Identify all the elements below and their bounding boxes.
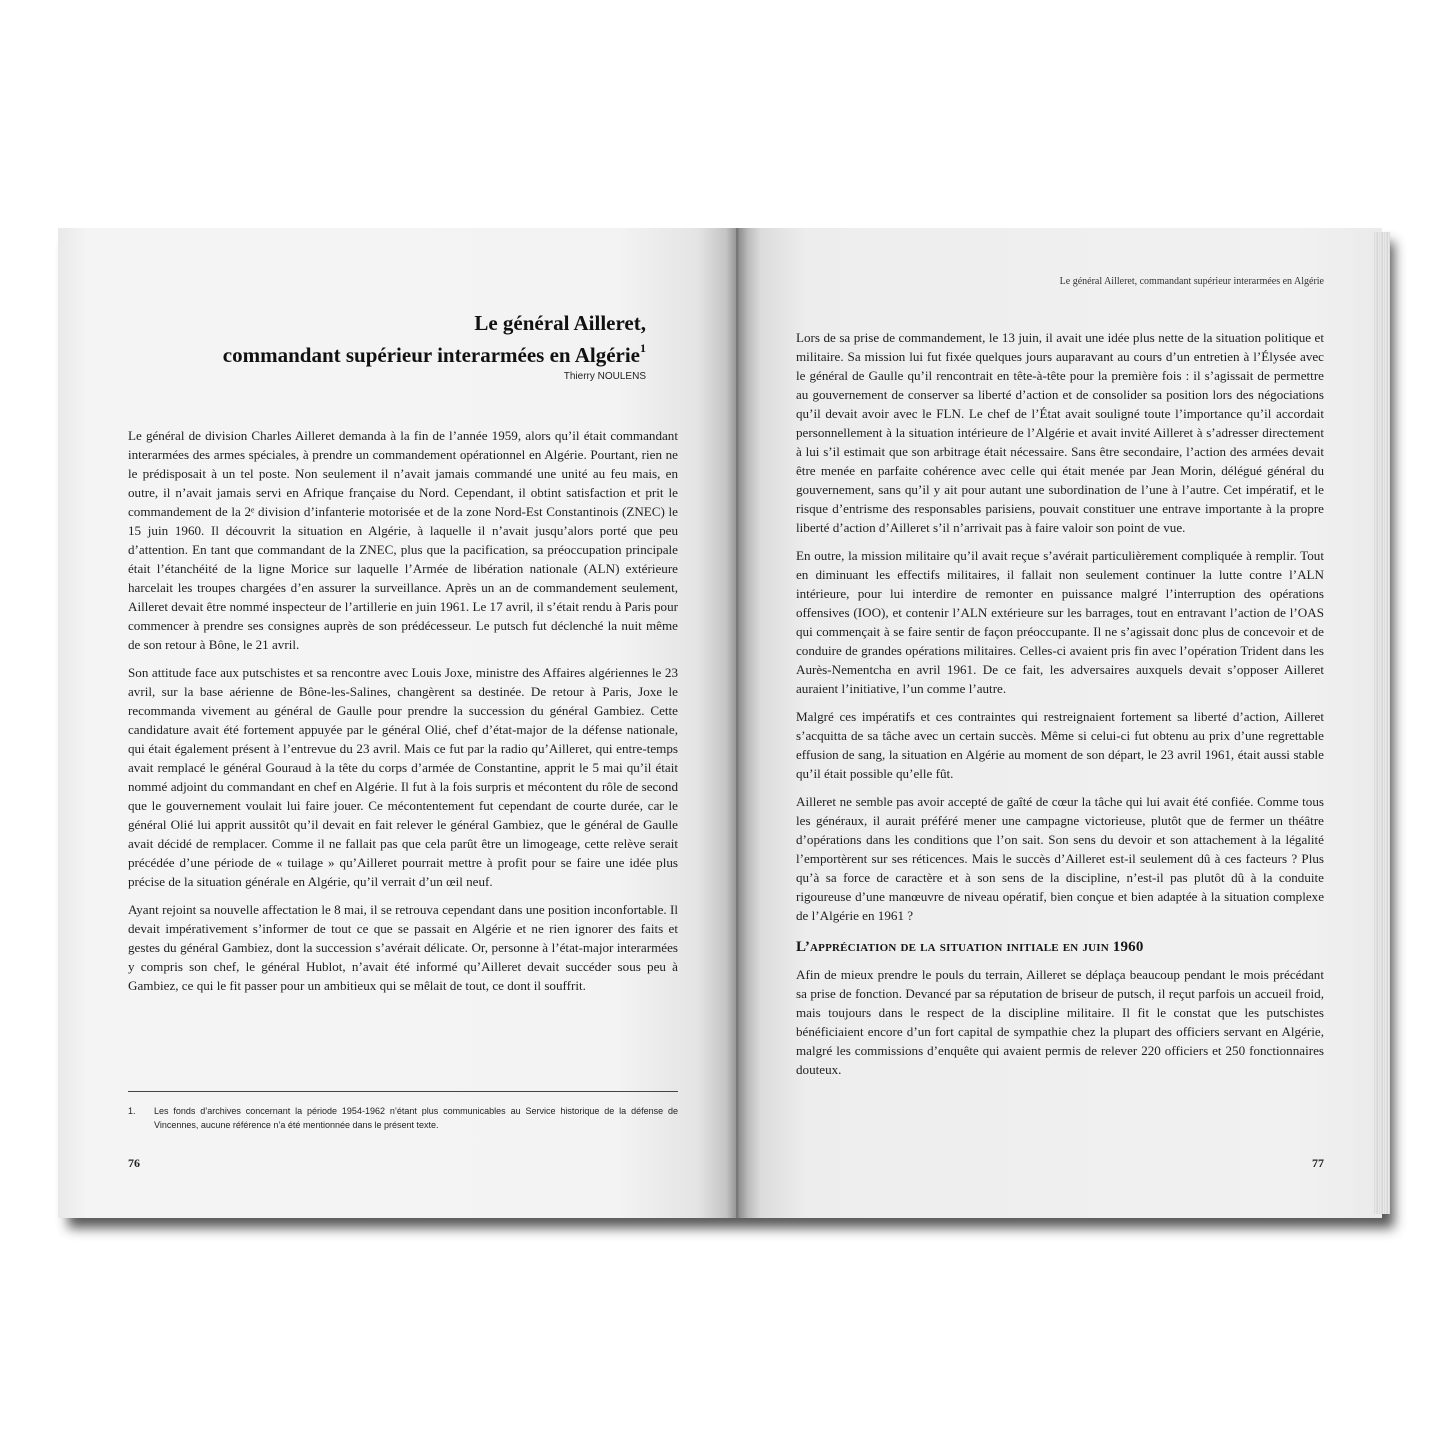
footnote — [128, 1104, 678, 1132]
paragraph: Malgré ces impératifs et ces contraintes qui restreignaient fortement sa liberté d’action, Ailleret s’acquitta de sa tâche avec un certain succès. Même si celui-ci fut obtenu au prix d’une regrettable effusion de sang, la situation en Algérie au moment de son départ, le 23 avril 1961, était aussi stable qu’il était possible qu’elle fût. — [796, 709, 1324, 781]
paragraph: Le général de division Charles Ailleret demanda à la fin de l’année 1959, alors qu’il était commandant interarmées des armes spéciales, à prendre un commandement opérationnel en Algérie. Pourtant, rien ne le prédisposait à un tel poste. Non seulement il n’avait jamais commandé une unité au feu mais, en outre, il n’avait jamais servi en Afrique française du Nord. Cependant, il obtint satisfaction et prit le commandement de la 2ᵉ division d’infanterie motorisée et de la zone Nord-Est Constantinois (ZNEC) le 15 juin 1960. Il découvrit la situation en Algérie, à laquelle il n’avait jusqu’alors porté que peu d’attention. En tant que commandant de la ZNEC, plus que la pacification, sa préoccupation principale était l’étanchéité de la ligne Morice sur laquelle l’Armée de libération nationale (ALN) extérieure harcelait les troupes chargées d’en assurer la surveillance. Après un an de commandement seulement, Ailleret devait être nommé inspecteur de l’artillerie en juin 1961. Le 17 avril, il s’était rendu à Paris pour commencer à prendre ses consignes auprès de son prédécesseur. Le putsch fut déclenché la nuit même de son retour à Bône, le 21 avril. — [128, 428, 678, 652]
footnote-divider — [128, 1091, 678, 1092]
author-name: Thierry NOULENS — [563, 371, 646, 382]
page-number-right: 77 — [1312, 1156, 1324, 1170]
chapter-title — [128, 310, 646, 369]
chapter-title-line-2-wrap — [128, 337, 646, 369]
page-number-left: 76 — [128, 1156, 140, 1170]
paragraph: En outre, la mission militaire qu’il avait reçue s’avérait particulièrement compliquée à remplir. Tout en diminuant les effectifs militaires, il fallait non seulement continuer la lutte contre l’ALN intérieure, pour lui interdire de remonter en puissance malgré l’interruption des opérations offensives (IOO), et contenir l’ALN extérieure sur les barrages, tout en entravant l’action de l’OAS qui commençait à se faire sentir de façon préoccupante. Il ne s’agissait donc plus de concevoir et de conduire de grandes opérations militaires. Celles-ci avaient pris fin avec l’opération Trident dans les Aurès-Nementcha en avril 1961. De ce fait, les adversaires auxquels devait s’opposer Ailleret auraient l’initiative, l’un comme l’autre. — [796, 548, 1324, 696]
book-gutter — [726, 228, 748, 1218]
paragraph: Ailleret ne semble pas avoir accepté de gaîté de cœur la tâche qui lui avait été confiée. Comme tous les généraux, il aurait préféré mener une campagne victorieuse, plutôt que de fermer un théâtre d’opérations dans les conditions que l’on sait. Son sens du devoir et son attachement à la légalité l’emportèrent sur ses réticences. Mais le succès d’Ailleret est-il seulement dû à ces facteurs ? Plus qu’à sa force de caractère et à son sens de la discipline, n’est-il pas plutôt dû à la conduite rigoureuse d’une manœuvre de niveau opératif, bien conçue et bien adaptée à la situation complexe de l’Algérie en 1961 ? — [796, 794, 1324, 923]
running-head: Le général Ailleret, commandant supérieur interarmées en Algérie — [1059, 276, 1324, 287]
paragraph: Afin de mieux prendre le pouls du terrain, Ailleret se déplaça beaucoup pendant le mois précédant sa prise de fonction. Devancé par sa réputation de briseur de putsch, il reçut parfois un accueil froid, mais toujours dans le respect de la discipline militaire. Il fit le constat que les putschistes bénéficiaient encore d’un fort capital de sympathie chez la plupart des officiers servant en Algérie, malgré les commissions d’enquête qui avaient permis de relever 220 officiers et 250 fonctionnaires douteux. — [796, 967, 1324, 1077]
footnote-text: Les fonds d’archives concernant la période 1954-1962 n’étant plus communicables au Service historique de la défense de Vincennes, aucune référence n’a été mentionnée dans le présent texte. — [154, 1106, 678, 1130]
open-book — [58, 228, 1390, 1220]
footnote-number: 1. — [128, 1106, 136, 1116]
paragraph: Son attitude face aux putschistes et sa rencontre avec Louis Joxe, ministre des Affaires algériennes le 23 avril, sur la base aérienne de Bône-les-Salines, changèrent sa destinée. De retour à Paris, Joxe le recommanda vivement au général de Gaulle pour prendre la succession du général Gambiez. Cette candidature avait été fortement appuyée par le général Olié, chef d’état-major de la défense nationale, qui était également présent à l’entrevue du 23 avril. Mais ce fut par la radio qu’Ailleret, qui entre-temps avait remplacé le général Gouraud à la tête du corps d’armée de Constantine, apprit le 5 mai qu’il était nommé adjoint du commandant en chef en Algérie. Il fut à la fois surpris et mécontent du rôle de second que le gouvernement voulait lui faire jouer. Ce mécontentement fut cependant de courte durée, car le général Olié lui apprit aussitôt qu’il devait en fait relever le général Gambiez, que le général de Gaulle avait décidé de remplacer. Comme il ne fallait pas que cela parût être un limogeage, cette relève serait précédée d’une période de « tuilage » qu’Ailleret pourrait mettre à profit pour se faire une idée plus précise de la situation générale en Algérie, qu’il verrait d’un œil neuf. — [128, 665, 678, 889]
chapter-title-line-2: commandant supérieur interarmées en Algérie — [222, 343, 640, 367]
left-page — [58, 228, 736, 1218]
right-page-text — [796, 328, 1324, 1079]
footnote-marker: 1 — [640, 341, 646, 355]
paragraph: Lors de sa prise de commandement, le 13 juin, il avait une idée plus nette de la situation politique et militaire. Sa mission lui fut fixée quelques jours auparavant au cours d’un entretien à l’Élysée avec le général de Gaulle qu’il rencontrait en tête-à-tête pour la première fois : il s’agissait de permettre au gouvernement de conserver sa liberté d’action et de consolider sa position lors des négociations qu’il devait avoir avec le FLN. Le chef de l’État avait souligné toute l’importance qu’il accordait personnellement à la situation intérieure de l’Algérie et avait invité Ailleret à s’adresser directement à lui s’il estimait que son arbitrage était nécessaire. Sans être secondaire, l’action des armées devait être menée en parfaite cohérence avec celle qui était menée par Jean Morin, délégué général du gouvernement, sans qu’il y ait pour autant une subordination de l’une à l’autre. Cet impératif, et le risque d’entrisme des responsables parisiens, pouvait constituer une entrave importante à la propre liberté d’action d’Ailleret s’il n’arrivait pas à faire valoir son point de vue. — [796, 330, 1324, 535]
left-page-text — [128, 426, 678, 995]
paragraph: Ayant rejoint sa nouvelle affectation le 8 mai, il se retrouva cependant dans une position inconfortable. Il devait impérativement s’informer de tout ce que se passait en Algérie et ne rien ignorer des faits et gestes du général Gambiez, dont la succession s’avérait délicate. Or, personne à l’état-major interarmées y compris son chef, le général Hublot, n’avait été informé qu’Ailleret devait succéder sous peu à Gambiez, ce qui le fit passer pour un ambitieux qui se mêlait de tout, ce dont il souffrit. — [128, 902, 678, 993]
chapter-title-line-1: Le général Ailleret, — [474, 311, 646, 335]
right-page — [736, 228, 1382, 1218]
page-edges — [1374, 232, 1390, 1214]
section-heading: L’appréciation de la situation initiale en juin 1960 — [796, 939, 1144, 955]
